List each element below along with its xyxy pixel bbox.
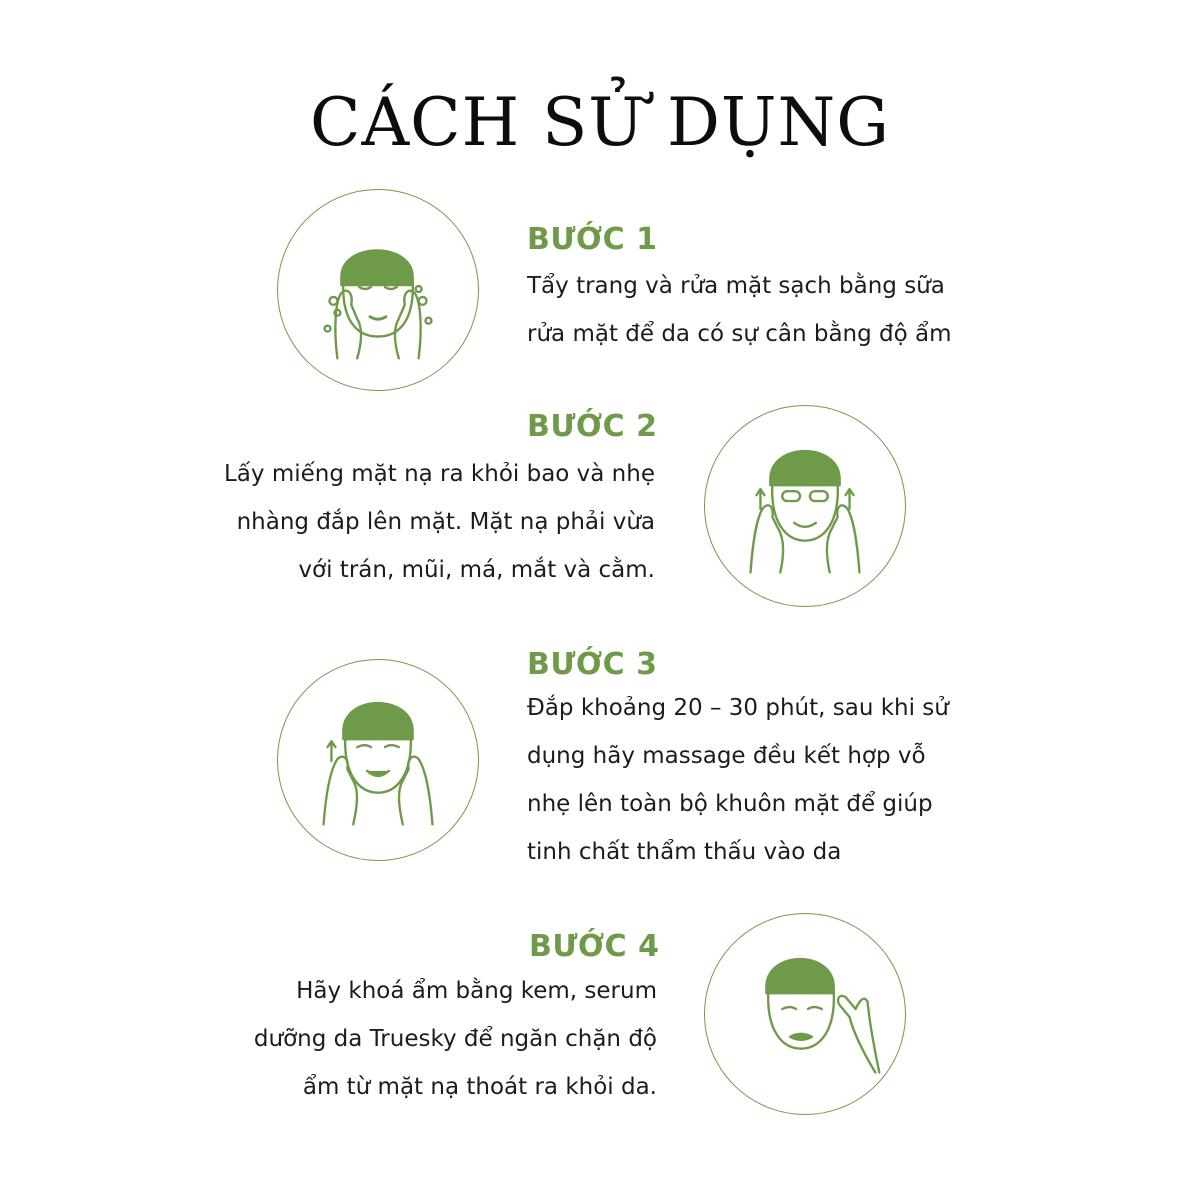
step-2-line-1: Lấy miếng mặt nạ ra khỏi bao và nhẹ [223, 461, 655, 487]
step-3-line-2: dụng hãy massage đều kết hợp vỗ [527, 743, 926, 769]
sheet-mask-icon [704, 405, 906, 607]
step-4-heading: BƯỚC 4 [529, 929, 660, 964]
step-2-text [224, 450, 655, 594]
face-washing-icon [277, 189, 479, 391]
step-2-heading: BƯỚC 2 [527, 409, 658, 444]
step-1-heading: BƯỚC 1 [527, 222, 658, 257]
apply-cream-icon [704, 913, 906, 1115]
step-4-line-1: Hãy khoá ẩm bằng kem, serum [296, 978, 657, 1004]
step-3-heading: BƯỚC 3 [527, 647, 658, 682]
step-1-text [527, 262, 952, 358]
step-4-text [254, 967, 657, 1111]
page-title: CÁCH SỬ DỤNG [309, 84, 891, 161]
step-3-text [527, 684, 949, 876]
step-3-line-3: nhẹ lên toàn bộ khuôn mặt để giúp [527, 791, 933, 817]
step-2-line-2: nhàng đắp lên mặt. Mặt nạ phải vừa [236, 509, 655, 535]
step-2-line-3: với trán, mũi, má, mắt và cằm. [298, 557, 655, 583]
step-1-line-1: Tẩy trang và rửa mặt sạch bằng sữa [527, 273, 945, 299]
step-1-line-2: rửa mặt để da có sự cân bằng độ ẩm [527, 321, 952, 347]
face-massage-icon [277, 659, 479, 861]
step-3-line-4: tinh chất thẩm thấu vào da [527, 839, 842, 865]
step-3-line-1: Đắp khoảng 20 – 30 phút, sau khi sử [527, 695, 949, 721]
step-4-line-2: dưỡng da Truesky để ngăn chặn độ [253, 1026, 657, 1052]
step-4-line-3: ẩm từ mặt nạ thoát ra khỏi da. [302, 1074, 657, 1100]
